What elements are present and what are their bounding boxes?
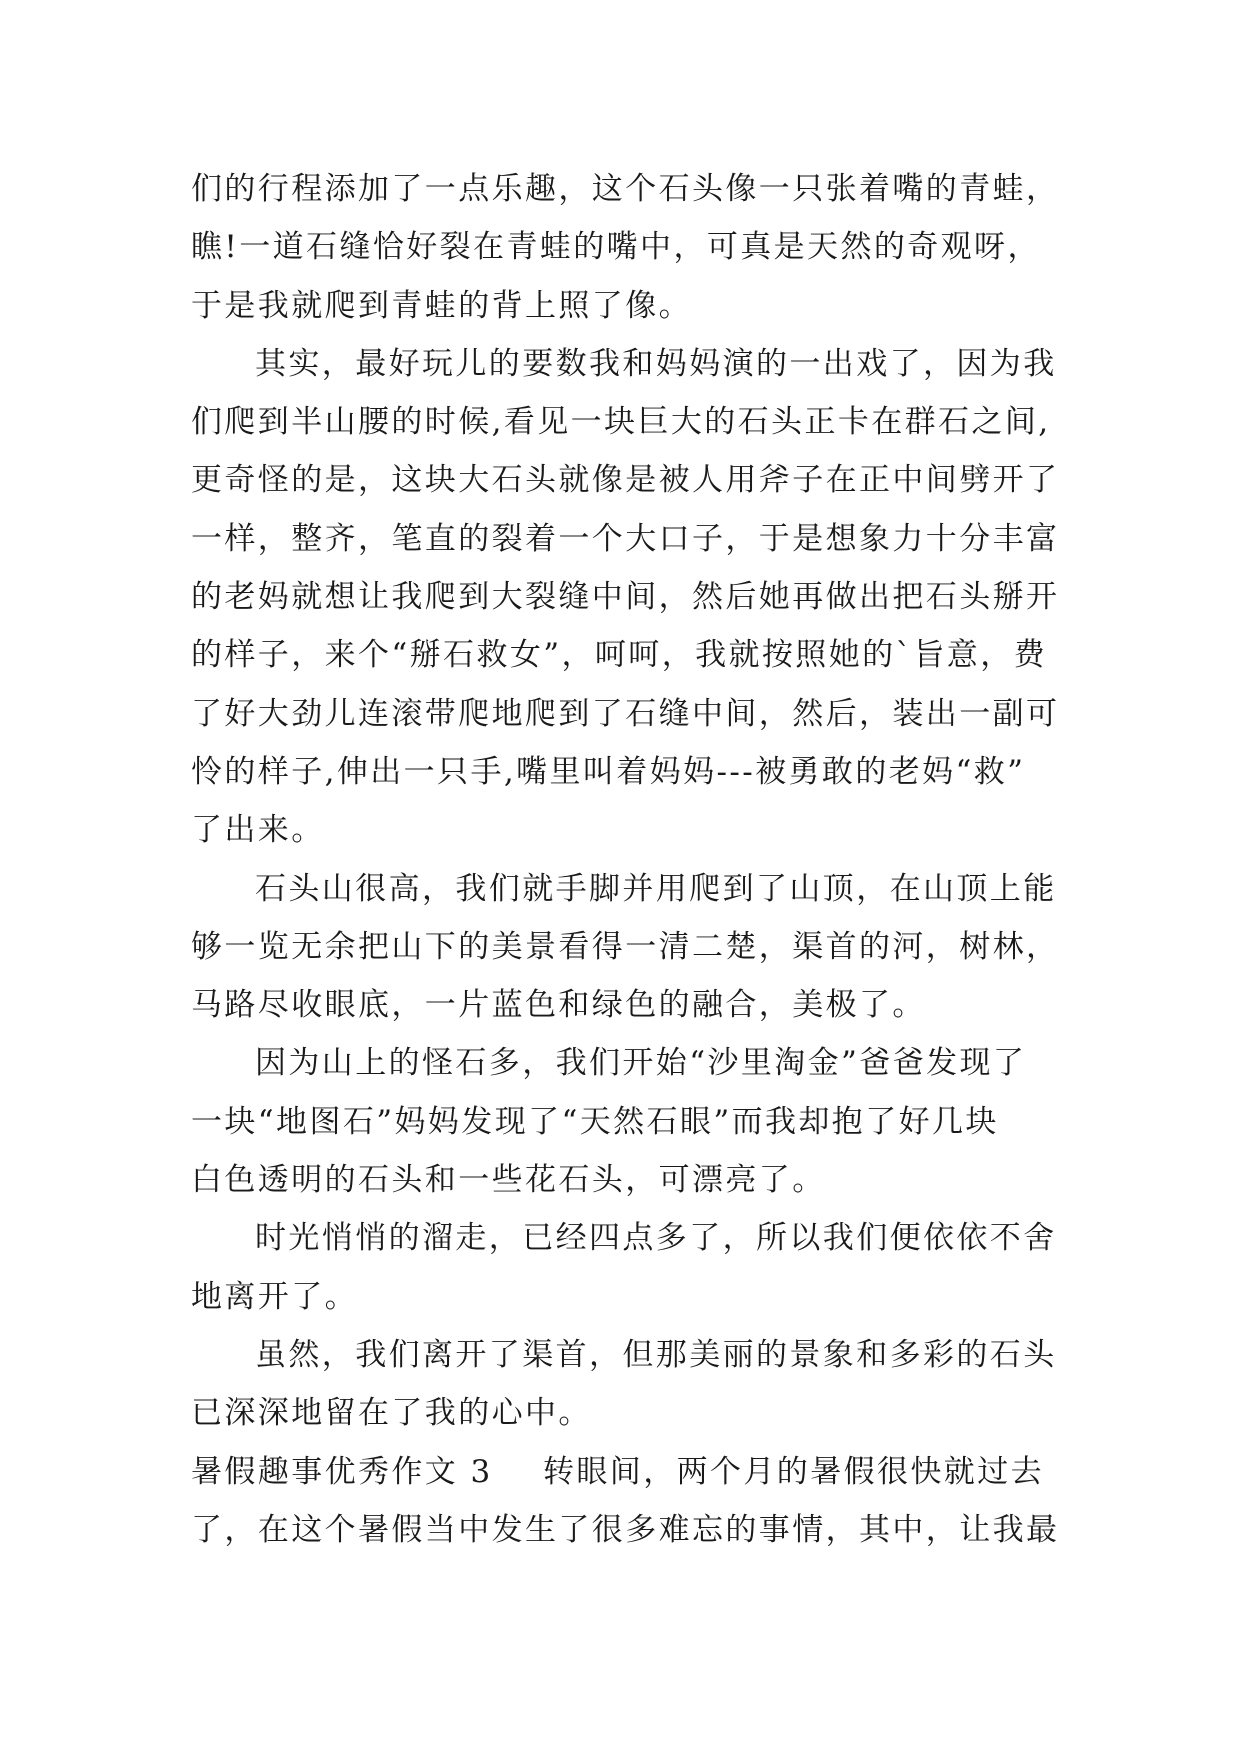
text-line: 的样子，来个“掰石救女”，呵呵，我就按照她的`旨意，费 (191, 637, 1047, 674)
text-line: 一样，整齐，笔直的裂着一个大口子，于是想象力十分丰富 (191, 520, 1060, 557)
text-line: 于是我就爬到青蛙的背上照了像。 (191, 287, 692, 324)
text-line: 虽然，我们离开了渠首，但那美丽的景象和多彩的石头 (255, 1336, 1057, 1373)
text-line: 了出来。 (191, 812, 325, 849)
text-line: 白色透明的石头和一些花石头，可漂亮了。 (191, 1162, 826, 1199)
paragraph (191, 1326, 1071, 1443)
text-line: 已深深地留在了我的心中。 (191, 1395, 592, 1432)
text-line: 怜的样子,伸出一只手,嘴里叫着妈妈---被勇敢的老妈“救” (191, 753, 1026, 790)
text-line: 转眼间，两个月的暑假很快就过去 (543, 1453, 1044, 1490)
text-line: 们的行程添加了一点乐趣，这个石头像一只张着嘴的青蛙， (191, 171, 1060, 207)
text-line: 时光悄悄的溜走，已经四点多了，所以我们便依依不舍 (255, 1220, 1057, 1257)
text-line: 石头山很高，我们就手脚并用爬到了山顶，在山顶上能 (255, 870, 1057, 907)
paragraph (191, 1034, 1071, 1209)
text-line: 够一览无余把山下的美景看得一清二楚，渠首的河，树林， (191, 928, 1060, 965)
section-heading-line (191, 1443, 1071, 1501)
text-line: 更奇怪的是，这块大石头就像是被人用斧子在正中间劈开了 (191, 462, 1060, 499)
paragraph (191, 335, 1071, 860)
section-title: 暑假趣事优秀作文 3 (191, 1453, 493, 1490)
section (191, 1443, 1071, 1560)
paragraph (191, 860, 1071, 1035)
text-line: 了好大劲儿连滚带爬地爬到了石缝中间，然后，装出一副可 (191, 695, 1060, 732)
text-line: 因为山上的怪石多，我们开始“沙里淘金”爸爸发现了 (255, 1045, 1027, 1082)
text-line: 地离开了。 (191, 1278, 358, 1315)
text-line: 马路尽收眼底，一片蓝色和绿色的融合，美极了。 (191, 987, 926, 1024)
text-line: 了，在这个暑假当中发生了很多难忘的事情，其中，让我最 (191, 1511, 1060, 1548)
text-line: 们爬到半山腰的时候,看见一块巨大的石头正卡在群石之间, (191, 404, 1051, 441)
essay-body (191, 160, 1071, 1559)
text-line: 瞧!一道石缝恰好裂在青蛙的嘴中，可真是天然的奇观呀， (191, 229, 1041, 266)
paragraph (191, 160, 1071, 335)
text-line: 的老妈就想让我爬到大裂缝中间，然后她再做出把石头掰开 (191, 579, 1060, 616)
paragraph (191, 1209, 1071, 1326)
text-line: 其实，最好玩儿的要数我和妈妈演的一出戏了，因为我 (255, 345, 1057, 382)
text-line: 一块“地图石”妈妈发现了“天然石眼”而我却抱了好几块 (191, 1103, 999, 1140)
